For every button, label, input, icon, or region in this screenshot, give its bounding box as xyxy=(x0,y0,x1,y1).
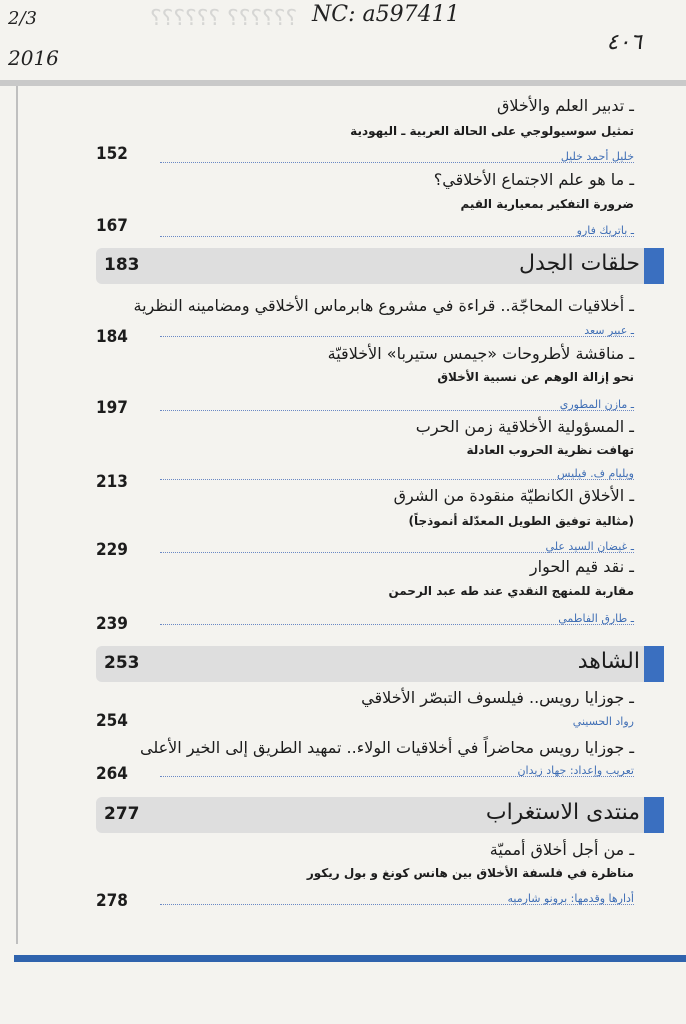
section-heading-band xyxy=(96,646,662,682)
leader-dots xyxy=(160,162,634,163)
section-heading-band xyxy=(96,248,662,284)
toc-entry-title: ـ جوزايا رويس.. فيلسوف التبصّر الأخلاقي xyxy=(361,688,634,707)
section-page: 277 xyxy=(104,804,140,824)
toc-entry-title: ـ تدبير العلم والأخلاق xyxy=(496,96,634,115)
section-title: حلقات الجدل xyxy=(519,251,640,276)
leader-dots xyxy=(160,624,634,625)
section-marker xyxy=(644,646,664,682)
toc-entry-subtitle: ضرورة التفكير بمعيارية القيم xyxy=(460,197,634,211)
toc-entry-title: ـ نقد قيم الحوار xyxy=(529,557,634,576)
left-column-rule xyxy=(16,86,18,944)
handwritten-page-number: ٤٠٦ xyxy=(606,30,642,55)
toc-entry-author: ـ عبير سعد xyxy=(584,324,634,337)
toc-entry-author: ـ غيضان السيد علي xyxy=(545,540,634,553)
toc-entry-author: ـ مازن المطوري xyxy=(559,398,634,411)
toc-entry-page: 184 xyxy=(96,327,128,347)
top-rule xyxy=(0,80,686,86)
toc-entry-subtitle: مناظرة في فلسفة الأخلاق بين هانس كونغ و بول ريكور xyxy=(306,866,634,880)
leader-dots xyxy=(160,552,634,553)
toc-entry-author: رواد الحسيني xyxy=(572,715,634,728)
toc-entry-author: أدارها وقدمها: برونو شارميه xyxy=(507,892,634,905)
toc-entry-title: ـ أخلاقيات المحاجّة.. قراءة في مشروع هابرماس الأخلاقي ومضامينه النظرية xyxy=(133,296,634,315)
section-page: 183 xyxy=(104,255,140,275)
toc-entry-title: ـ جوزايا رويس محاضراً في أخلاقيات الولاء.. تمهيد الطريق إلى الخير الأعلى xyxy=(140,738,634,757)
toc-entry-title: ـ مناقشة لأطروحات «جيمس ستيربا» الأخلاقيّة xyxy=(327,344,634,363)
section-title: الشاهد xyxy=(577,649,640,674)
toc-entry-subtitle: تهافت نظرية الحروب العادلة xyxy=(466,443,634,457)
toc-entry-subtitle: تمثيل سوسيولوجي على الحالة العربية ـ اليهودية xyxy=(350,124,634,138)
bottom-rule xyxy=(14,955,686,962)
section-marker xyxy=(644,248,664,284)
section-page: 253 xyxy=(104,653,140,673)
toc-entry-page: 229 xyxy=(96,540,128,560)
leader-dots xyxy=(160,236,634,237)
toc-entry-page: 167 xyxy=(96,216,128,236)
toc-entry-page: 254 xyxy=(96,711,128,731)
leader-dots xyxy=(160,336,634,337)
toc-entry-author: ويليام ف. فيليس xyxy=(557,467,634,480)
toc-entry-author: خليل أحمد خليل xyxy=(560,150,634,163)
toc-entry-title: ـ ما هو علم الاجتماع الأخلاقي؟ xyxy=(433,170,634,189)
toc-entry-page: 239 xyxy=(96,614,128,634)
leader-dots xyxy=(160,410,634,411)
bleed-through-text: ؟؟؟؟؟؟ ؟؟؟؟؟؟ xyxy=(150,6,298,31)
section-title: منتدى الاستغراب xyxy=(485,800,640,825)
section-marker xyxy=(644,797,664,833)
toc-entry-page: 152 xyxy=(96,144,128,164)
toc-entry-author: ـ طارق الفاطمي xyxy=(558,612,634,625)
toc-entry-page: 264 xyxy=(96,764,128,784)
toc-entry-author: ـ باتريك فارو xyxy=(576,224,634,237)
toc-entry-subtitle: نحو إزالة الوهم عن نسبية الأخلاق xyxy=(437,370,634,384)
toc-entry-page: 213 xyxy=(96,472,128,492)
toc-entry-title: ـ المسؤولية الأخلاقية زمن الحرب xyxy=(415,417,634,436)
leader-dots xyxy=(160,904,634,905)
handwritten-note-fraction: 2/3 xyxy=(8,8,37,29)
toc-entry-title: ـ الأخلاق الكانطيّة منقودة من الشرق xyxy=(393,486,634,505)
leader-dots xyxy=(160,479,634,480)
toc-entry-title: ـ من أجل أخلاق أمميّة xyxy=(489,840,634,859)
toc-entry-author: تعريب وإعداد: جهاد زيدان xyxy=(517,764,634,777)
leader-dots xyxy=(160,776,634,777)
handwritten-note-year: 2016 xyxy=(8,46,59,70)
toc-entry-page: 278 xyxy=(96,891,128,911)
toc-entry-subtitle: مقاربة للمنهج النقدي عند طه عبد الرحمن xyxy=(388,584,634,598)
toc-entry-page: 197 xyxy=(96,398,128,418)
handwritten-catalog-number: NC: a597411 xyxy=(312,2,460,27)
section-heading-band xyxy=(96,797,662,833)
toc-entry-subtitle: (مثالية توفيق الطويل المعدّلة أنموذجاً) xyxy=(408,514,634,528)
